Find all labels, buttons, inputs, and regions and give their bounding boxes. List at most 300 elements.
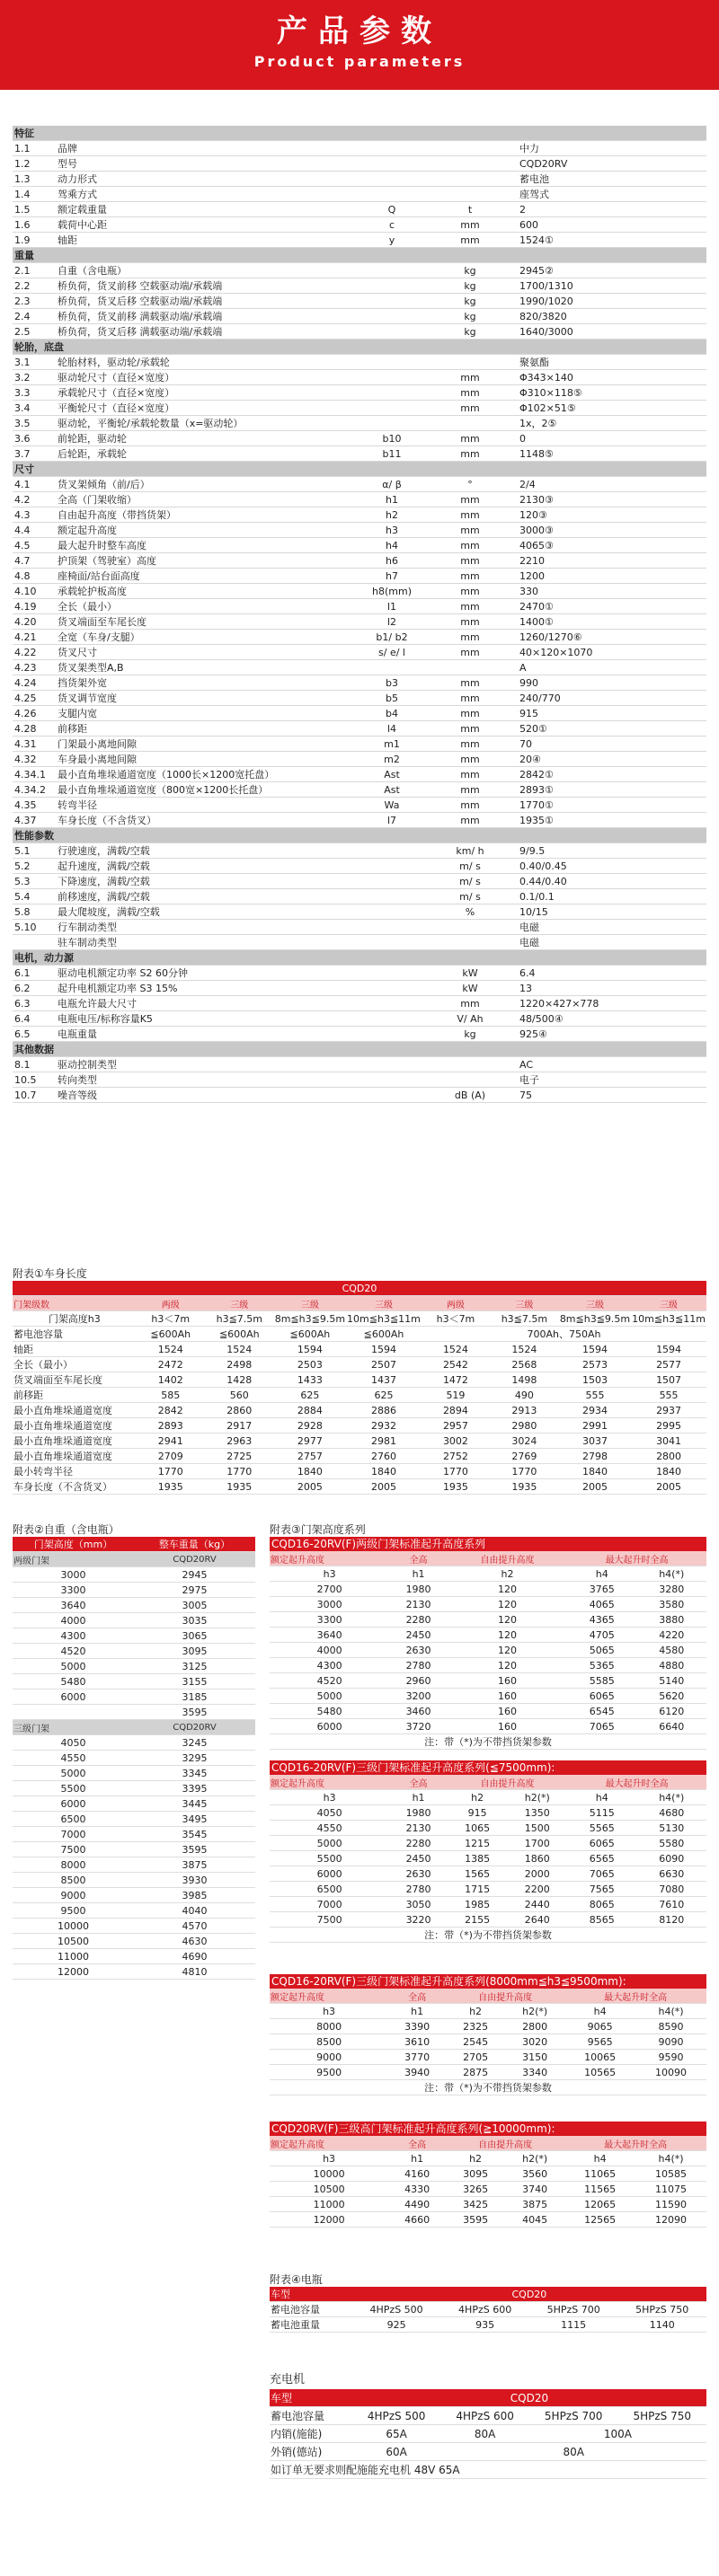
spec-item-label: 桥负荷，货叉前移 空载驱动端/承载端 (56, 278, 345, 294)
table-cell: 2568 (490, 1357, 559, 1372)
table-cell: 2800 (631, 1449, 706, 1464)
spec-row (13, 553, 706, 569)
table-cell: 3770 (388, 2050, 446, 2065)
row-label: 车身长度（不含货叉） (13, 1479, 137, 1495)
table-cell: 1700 (507, 1836, 567, 1851)
spec-item-unit: mm (439, 523, 502, 538)
column-header: 两级门架 (13, 1552, 134, 1567)
table-cell: 3930 (134, 1873, 255, 1888)
spec-item-value: 座驾式 (502, 187, 706, 202)
spec-item-value: Φ343×140 (502, 370, 706, 385)
spec-item-number: 8.1 (13, 1057, 56, 1072)
column-header: h4 (567, 1790, 636, 1805)
column-group-header: 全高 (389, 1551, 448, 1566)
table-cell: 6000 (270, 1866, 389, 1882)
spec-item-number: 4.26 (13, 706, 56, 721)
spec-item-symbol: Ast (345, 767, 439, 782)
table-cell: 555 (559, 1388, 631, 1403)
table-cell: 5500 (270, 1851, 389, 1866)
mast-high-table-block (270, 2122, 706, 2228)
table-cell: 1980 (389, 1582, 448, 1597)
spec-item-unit (439, 141, 502, 156)
table-cell: 3220 (389, 1912, 448, 1928)
table-cell: 3185 (134, 1689, 255, 1705)
spec-item-symbol: l2 (345, 614, 439, 630)
table-cell: 4705 (567, 1628, 636, 1643)
table-cell: 9065 (564, 2019, 635, 2034)
column-header: 三级门架 (13, 1720, 134, 1735)
table-note: 注：带（*)为不带挡货架参数 (270, 1734, 706, 1750)
table-cell: 1770 (137, 1464, 205, 1479)
mast-high-table (270, 2136, 706, 2228)
spec-item-symbol (345, 370, 439, 385)
spec-item-value: 0.1/0.1 (502, 889, 706, 904)
table-cell: 80A (440, 2425, 529, 2443)
spec-item-unit (439, 156, 502, 172)
battery-capacity-header: ≦600Ah (346, 1327, 422, 1342)
spec-item-unit: t (439, 202, 502, 217)
spec-item-value: 10/15 (502, 904, 706, 920)
spec-row (13, 843, 706, 859)
column-header: h4 (564, 2151, 635, 2166)
spec-row (13, 431, 706, 446)
row-label: 门架级数 (13, 1296, 137, 1311)
table-row (270, 1866, 706, 1882)
spec-item-label: 起升电机额定功率 S3 15% (56, 981, 345, 996)
table-cell: 1565 (448, 1866, 508, 1882)
spec-item-label: 承载轮护板高度 (56, 584, 345, 599)
spec-item-label: 下降速度，满载/空载 (56, 874, 345, 889)
table-cell: 3395 (134, 1781, 255, 1796)
spec-item-unit: mm (439, 767, 502, 782)
spec-item-value: 240/770 (502, 691, 706, 706)
note-row (270, 1928, 706, 1943)
page-title: 产品参数 (277, 13, 442, 49)
spec-item-unit (439, 1072, 502, 1088)
table-cell: 1594 (274, 1342, 346, 1357)
spec-item-value: 40×120×1070 (502, 645, 706, 660)
spec-row (13, 874, 706, 889)
spec-item-number: 4.37 (13, 813, 56, 828)
table-row (270, 1882, 706, 1897)
table-row (13, 1842, 255, 1857)
spec-item-label: 型号 (56, 156, 345, 172)
spec-row (13, 966, 706, 981)
spec-row (13, 401, 706, 416)
spec-item-label: 载荷中心距 (56, 217, 345, 233)
table-cell: 120 (448, 1597, 567, 1612)
spec-table (13, 126, 706, 1103)
row-label: 最小直角堆垛通道宽度 (13, 1418, 137, 1434)
spec-item-number: 4.8 (13, 569, 56, 584)
column-group-header: 自由提升高度 (446, 2136, 564, 2151)
spec-item-unit: kg (439, 294, 502, 309)
table-cell: 12065 (564, 2197, 635, 2212)
table-cell: 120 (448, 1643, 567, 1658)
table-note: 如订单无要求则配施能充电机 48V 65A (270, 2461, 706, 2479)
spec-table-block (13, 126, 706, 1103)
mast-three-stage-mid-banner: CQD16-20RV(F)三级门架标准起升高度系列(8000mm≦h3≦9500mm): (270, 1974, 706, 1989)
table-row (13, 1479, 706, 1495)
table-cell: 2640 (507, 1912, 567, 1928)
spec-item-unit (439, 172, 502, 187)
table-cell: 3940 (388, 2065, 446, 2080)
spec-item-label: 货叉架倾角（前/后） (56, 477, 345, 492)
spec-item-value: 1990/1020 (502, 294, 706, 309)
spec-row (13, 446, 706, 462)
table-cell: 7500 (13, 1842, 134, 1857)
table-row (270, 1805, 706, 1821)
header-row (270, 1551, 706, 1566)
table-cell: 7500 (270, 1912, 389, 1928)
spec-item-value: 75 (502, 1088, 706, 1103)
spec-item-label: 噪音等级 (56, 1088, 345, 1103)
spec-item-number: 1.5 (13, 202, 56, 217)
table-cell: 4065 (567, 1597, 636, 1612)
mast-stage-header: 三级 (274, 1296, 346, 1311)
charger-table (270, 2389, 706, 2479)
table-cell: 625 (346, 1388, 422, 1403)
table-cell: 4490 (388, 2197, 446, 2212)
spec-item-value: 20④ (502, 752, 706, 767)
battery-capacity-header: ≦600Ah (205, 1327, 274, 1342)
spec-item-symbol (345, 874, 439, 889)
table-cell: 3595 (134, 1705, 255, 1720)
table-cell: 6065 (567, 1836, 636, 1851)
spec-item-value: 中力 (502, 141, 706, 156)
table-cell: 7565 (567, 1882, 636, 1897)
spec-item-value: AC (502, 1057, 706, 1072)
spec-item-unit: kW (439, 981, 502, 996)
spec-row (13, 187, 706, 202)
table-cell: 1140 (617, 2317, 706, 2333)
spec-item-label: 桥负荷，货叉前移 满载驱动端/承载端 (56, 309, 345, 324)
table-cell: 5065 (567, 1643, 636, 1658)
battery-capacity-header: ≦600Ah (137, 1327, 205, 1342)
spec-item-number: 6.4 (13, 1011, 56, 1027)
column-group-header: 全高 (388, 1989, 446, 2004)
spec-row (13, 737, 706, 752)
spec-item-label: 额定载重量 (56, 202, 345, 217)
table-row (270, 1897, 706, 1912)
spec-item-value: 990 (502, 675, 706, 691)
spec-row (13, 920, 706, 935)
table-row (270, 2197, 706, 2212)
table-cell: 4050 (13, 1735, 134, 1751)
header-row (270, 2136, 706, 2151)
spec-item-value: A (502, 660, 706, 675)
spec-item-symbol (345, 1057, 439, 1072)
spec-item-number: 5.3 (13, 874, 56, 889)
spec-item-value: 1148⑤ (502, 446, 706, 462)
table-cell: 80A (440, 2443, 706, 2461)
page-header (0, 0, 719, 90)
spec-item-number: 2.2 (13, 278, 56, 294)
table-cell: 1524 (205, 1342, 274, 1357)
table-cell: 11065 (564, 2166, 635, 2182)
table-row (270, 2425, 706, 2443)
table-cell: 2893 (137, 1418, 205, 1434)
table-cell: 3065 (134, 1628, 255, 1644)
column-header: h1 (389, 1790, 448, 1805)
spec-item-label: 座椅面/站台面高度 (56, 569, 345, 584)
spec-item-number: 5.2 (13, 859, 56, 874)
table-row (270, 1912, 706, 1928)
column-group-header: 额定起升高度 (270, 1989, 388, 2004)
row-label: 蓄电池容量 (13, 1327, 137, 1342)
table-cell: 3300 (270, 1612, 389, 1628)
spec-item-symbol (345, 996, 439, 1011)
spec-item-number: 1.4 (13, 187, 56, 202)
table-cell: 519 (422, 1388, 490, 1403)
table-cell: 3002 (422, 1434, 490, 1449)
spec-item-value: 70 (502, 737, 706, 752)
table-cell: 2630 (389, 1866, 448, 1882)
table-cell: 2630 (389, 1643, 448, 1658)
table-row (270, 2212, 706, 2228)
spec-item-number: 1.9 (13, 233, 56, 248)
column-header: 整车重量（kg） (134, 1537, 255, 1552)
table-row (270, 1851, 706, 1866)
table-cell: 1507 (631, 1372, 706, 1388)
table-cell: 6000 (13, 1796, 134, 1812)
body-length-table-block (13, 1266, 706, 1495)
table-cell: 3280 (636, 1582, 706, 1597)
spec-item-value: 电磁 (502, 920, 706, 935)
table-cell: 1115 (529, 2317, 618, 2333)
spec-item-symbol (345, 324, 439, 340)
table-row (270, 1689, 706, 1704)
table-row (270, 1612, 706, 1628)
table-cell: 3050 (389, 1897, 448, 1912)
table-cell: 1840 (631, 1464, 706, 1479)
spec-row (13, 752, 706, 767)
spec-item-symbol: y (345, 233, 439, 248)
spec-item-value: 聚氨酯 (502, 355, 706, 370)
table-cell: 8000 (13, 1857, 134, 1873)
spec-item-unit: mm (439, 996, 502, 1011)
table-cell: 2932 (346, 1418, 422, 1434)
table-cell: 9090 (635, 2034, 706, 2050)
table-cell: 3245 (134, 1735, 255, 1751)
table-cell: 4810 (134, 1964, 255, 1980)
table-cell: 5000 (13, 1659, 134, 1674)
spec-item-unit: mm (439, 492, 502, 507)
table-cell: 1524 (490, 1342, 559, 1357)
spec-item-value: 3000③ (502, 523, 706, 538)
table-cell: 3610 (388, 2034, 446, 2050)
spec-item-number: 2.4 (13, 309, 56, 324)
mast-two-stage-table (270, 1551, 706, 1750)
table-cell: 6120 (636, 1704, 706, 1719)
table-cell: 3545 (134, 1827, 255, 1842)
spec-row (13, 172, 706, 187)
spec-row (13, 904, 706, 920)
header-row (270, 1775, 706, 1790)
column-group-header: 最大起升时全高 (567, 1551, 706, 1566)
table-row (270, 1597, 706, 1612)
table-cell: 1935 (490, 1479, 559, 1495)
spec-item-number: 4.34.2 (13, 782, 56, 798)
spec-item-number: 4.2 (13, 492, 56, 507)
spec-row (13, 156, 706, 172)
table-cell: 6565 (567, 1851, 636, 1866)
table-cell: 1840 (559, 1464, 631, 1479)
table-cell: 2155 (448, 1912, 508, 1928)
table-cell: 9000 (13, 1888, 134, 1903)
spec-item-symbol: h1 (345, 492, 439, 507)
table-cell: 1065 (448, 1821, 508, 1836)
spec-item-symbol: h4 (345, 538, 439, 553)
table-cell: 8000 (270, 2019, 388, 2034)
spec-item-label: 桥负荷，货叉后移 满载驱动端/承载端 (56, 324, 345, 340)
spec-row (13, 981, 706, 996)
column-group-header: 全高 (389, 1775, 448, 1790)
spec-item-number: 2.3 (13, 294, 56, 309)
spec-row (13, 630, 706, 645)
spec-section-label: 电机，动力源 (13, 950, 706, 966)
spec-row (13, 202, 706, 217)
spec-item-unit: mm (439, 813, 502, 828)
table-cell: 120 (448, 1658, 567, 1673)
spec-row (13, 660, 706, 675)
table-cell: 1428 (205, 1372, 274, 1388)
spec-item-unit: kg (439, 309, 502, 324)
spec-item-value: 2210 (502, 553, 706, 569)
column-header: h3 (270, 2004, 388, 2019)
spec-item-unit (439, 187, 502, 202)
table-cell: 1770 (205, 1464, 274, 1479)
table-cell: 3720 (389, 1719, 448, 1734)
mast-three-stage-banner: CQD16-20RV(F)三级门架标准起升高度系列(≦7500mm): (270, 1760, 706, 1775)
spec-item-number: 4.25 (13, 691, 56, 706)
table-cell: 3495 (134, 1812, 255, 1827)
spec-row (13, 263, 706, 278)
table-cell: 3880 (636, 1612, 706, 1628)
row-label: 外销(德站) (270, 2443, 352, 2461)
spec-item-value: 2130③ (502, 492, 706, 507)
table-cell: 8065 (567, 1897, 636, 1912)
spec-item-number: 4.28 (13, 721, 56, 737)
table-cell: 3295 (134, 1751, 255, 1766)
spec-row (13, 706, 706, 721)
table-row (270, 1836, 706, 1851)
table-cell: 1770 (490, 1464, 559, 1479)
table-cell: 3425 (446, 2197, 505, 2212)
row-label: 最小直角堆垛通道宽度 (13, 1449, 137, 1464)
table-cell: 11000 (13, 1949, 134, 1964)
spec-item-value: 2470① (502, 599, 706, 614)
spec-item-symbol (345, 401, 439, 416)
spec-item-value: 1700/1310 (502, 278, 706, 294)
header-row (270, 2287, 706, 2302)
row-label: 最小直角堆垛通道宽度 (13, 1434, 137, 1449)
spec-item-number: 3.5 (13, 416, 56, 431)
table-row (13, 1659, 255, 1674)
spec-item-unit: mm (439, 706, 502, 721)
table-row (13, 1827, 255, 1842)
table-cell: 915 (448, 1805, 508, 1821)
column-header: h4 (567, 1566, 636, 1582)
spec-item-unit: mm (439, 614, 502, 630)
spec-item-number: 6.1 (13, 966, 56, 981)
table-cell: 6630 (636, 1866, 706, 1882)
header-row (13, 1552, 255, 1567)
spec-item-symbol: α/ β (345, 477, 439, 492)
table-cell: 11000 (270, 2197, 388, 2212)
table-cell: 4520 (13, 1644, 134, 1659)
row-label: 前移距 (13, 1388, 137, 1403)
spec-item-label: 驱动电机额定功率 S2 60分钟 (56, 966, 345, 981)
row-label: 门架高度h3 (13, 1311, 137, 1327)
spec-item-value: 电磁 (502, 935, 706, 950)
spec-item-symbol (345, 309, 439, 324)
spec-row (13, 1027, 706, 1042)
spec-row (13, 324, 706, 340)
table-cell: 2130 (389, 1597, 448, 1612)
spec-row (13, 1011, 706, 1027)
self-weight-table (13, 1537, 255, 1980)
table-row (270, 2019, 706, 2034)
spec-row (13, 798, 706, 813)
table-cell: 2917 (205, 1418, 274, 1434)
mast-three-stage-table-block (270, 1760, 706, 1943)
mast-height-series-title: 附表③门架高度系列 (270, 1523, 366, 1536)
battery-table-block (270, 2272, 706, 2333)
spec-row (13, 645, 706, 660)
spec-section-row (13, 1042, 706, 1057)
table-cell: 10500 (270, 2182, 388, 2197)
spec-item-label: 最小直角堆垛通道宽度（1000长×1200宽托盘） (56, 767, 345, 782)
spec-item-symbol: b10 (345, 431, 439, 446)
table-cell: 2725 (205, 1449, 274, 1464)
spec-item-unit: V/ Ah (439, 1011, 502, 1027)
column-header: 门架高度（mm） (13, 1537, 134, 1552)
table-cell: 2757 (274, 1449, 346, 1464)
table-cell: 10000 (270, 2166, 388, 2182)
spec-item-symbol (345, 294, 439, 309)
spec-item-number: 3.7 (13, 446, 56, 462)
table-cell: 4520 (270, 1673, 389, 1689)
row-label: 蓄电池容量 (270, 2302, 352, 2317)
spec-item-symbol: b4 (345, 706, 439, 721)
spec-item-number: 1.1 (13, 141, 56, 156)
column-header: CQD20 (352, 2287, 706, 2302)
spec-row (13, 477, 706, 492)
battery-capacity-header: ≦600Ah (274, 1327, 346, 1342)
spec-item-number: 2.1 (13, 263, 56, 278)
spec-item-unit: mm (439, 752, 502, 767)
table-cell: 10585 (635, 2166, 706, 2182)
spec-item-unit: mm (439, 569, 502, 584)
spec-item-value: 1200 (502, 569, 706, 584)
table-cell: 3041 (631, 1434, 706, 1449)
mast-stage-header: 三级 (205, 1296, 274, 1311)
table-cell: 2450 (389, 1628, 448, 1643)
note-row (270, 1734, 706, 1750)
table-row (13, 1689, 255, 1705)
spec-item-label: 行驶速度，满载/空载 (56, 843, 345, 859)
spec-section-row (13, 828, 706, 843)
spec-item-number: 4.1 (13, 477, 56, 492)
table-cell: 6640 (636, 1719, 706, 1734)
table-cell: 5115 (567, 1805, 636, 1821)
spec-item-value: 0.40/0.45 (502, 859, 706, 874)
mast-three-stage-mid-table-block (270, 1974, 706, 2095)
row-label: 货叉端面至车尾长度 (13, 1372, 137, 1388)
table-cell: 1715 (448, 1882, 508, 1897)
spec-item-unit: kg (439, 1027, 502, 1042)
